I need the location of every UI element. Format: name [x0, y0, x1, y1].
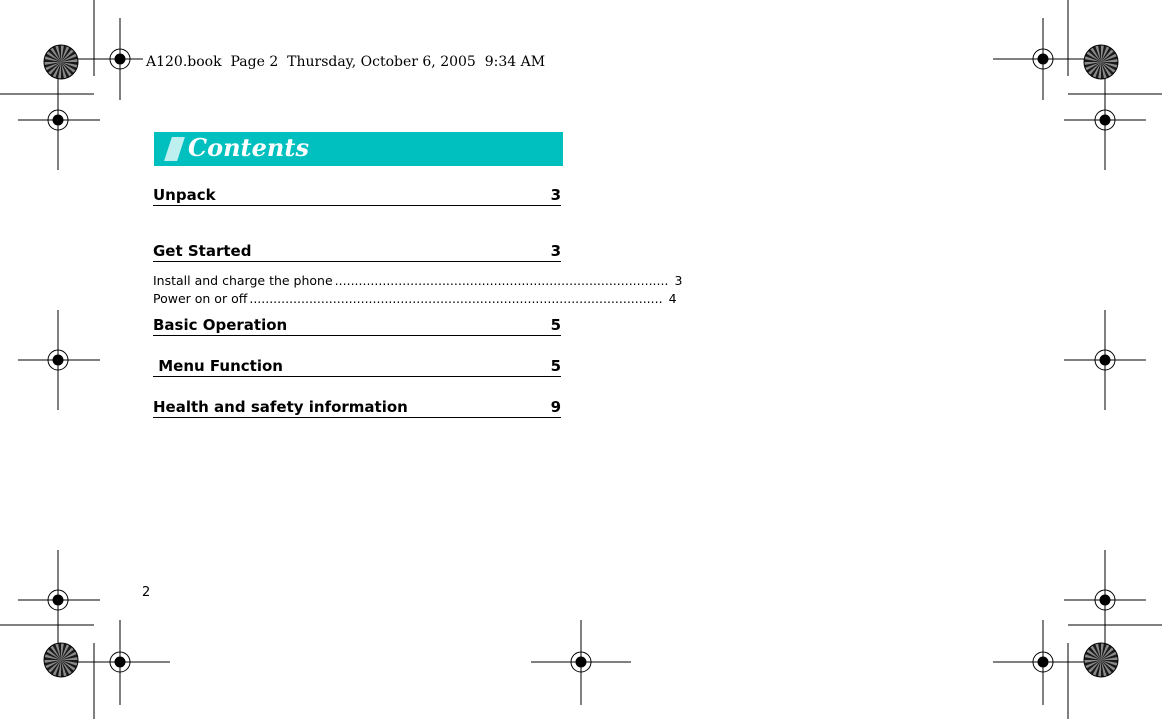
- toc-section-health-safety[interactable]: [153, 395, 561, 418]
- toc-entry-page: 3: [674, 273, 683, 288]
- starburst-mark: [1084, 45, 1118, 79]
- toc-section-menu-function[interactable]: [153, 354, 561, 377]
- toc-section-page: 3: [550, 242, 561, 260]
- toc-entry-install-charge[interactable]: [153, 271, 683, 288]
- starburst-mark: [44, 643, 78, 677]
- toc-entry-label: Install and charge the phone: [153, 273, 333, 288]
- page-title: Contents: [188, 133, 309, 162]
- print-header: A120.book Page 2 Thursday, October 6, 2005 9:34 AM: [143, 54, 548, 70]
- toc-section-page: 5: [550, 316, 561, 334]
- toc-section-page: 3: [550, 186, 561, 204]
- crosshair-mark: [993, 18, 1093, 100]
- page-number: 2: [142, 585, 151, 600]
- crosshair-mark: [531, 620, 631, 705]
- crosshair-mark: [1064, 70, 1146, 170]
- toc-section-page: 9: [550, 398, 561, 416]
- toc-section-label: Basic Operation: [153, 316, 288, 334]
- toc-entry-power[interactable]: [153, 289, 677, 306]
- crosshair-mark: [1064, 550, 1146, 650]
- toc-section-page: 5: [550, 357, 561, 375]
- toc-entry-page: 4: [668, 291, 677, 306]
- crosshair-mark: [18, 550, 100, 650]
- toc-section-label: Get Started: [153, 242, 252, 260]
- crosshair-mark: [18, 310, 100, 410]
- crosshair-mark: [70, 620, 170, 705]
- title-slash-decoration: [164, 137, 185, 161]
- toc-section-unpack[interactable]: [153, 183, 561, 206]
- toc-section-label: Menu Function: [153, 357, 283, 375]
- crosshair-mark: [1064, 310, 1146, 410]
- toc-section-label: Health and safety information: [153, 398, 408, 416]
- toc-entry-label: Power on or off: [153, 291, 248, 306]
- toc-section-basic-operation[interactable]: [153, 313, 561, 336]
- toc-section-get-started[interactable]: [153, 239, 561, 262]
- crosshair-mark: [993, 620, 1093, 705]
- starburst-mark: [1084, 643, 1118, 677]
- toc-leader-dots: ........................................................................................................: [249, 291, 663, 306]
- toc-leader-dots: ....................................................................................: [334, 273, 669, 288]
- contents-title-bar: [154, 132, 563, 166]
- toc-section-label: Unpack: [153, 186, 216, 204]
- crosshair-mark: [18, 70, 100, 170]
- starburst-mark: [44, 45, 78, 79]
